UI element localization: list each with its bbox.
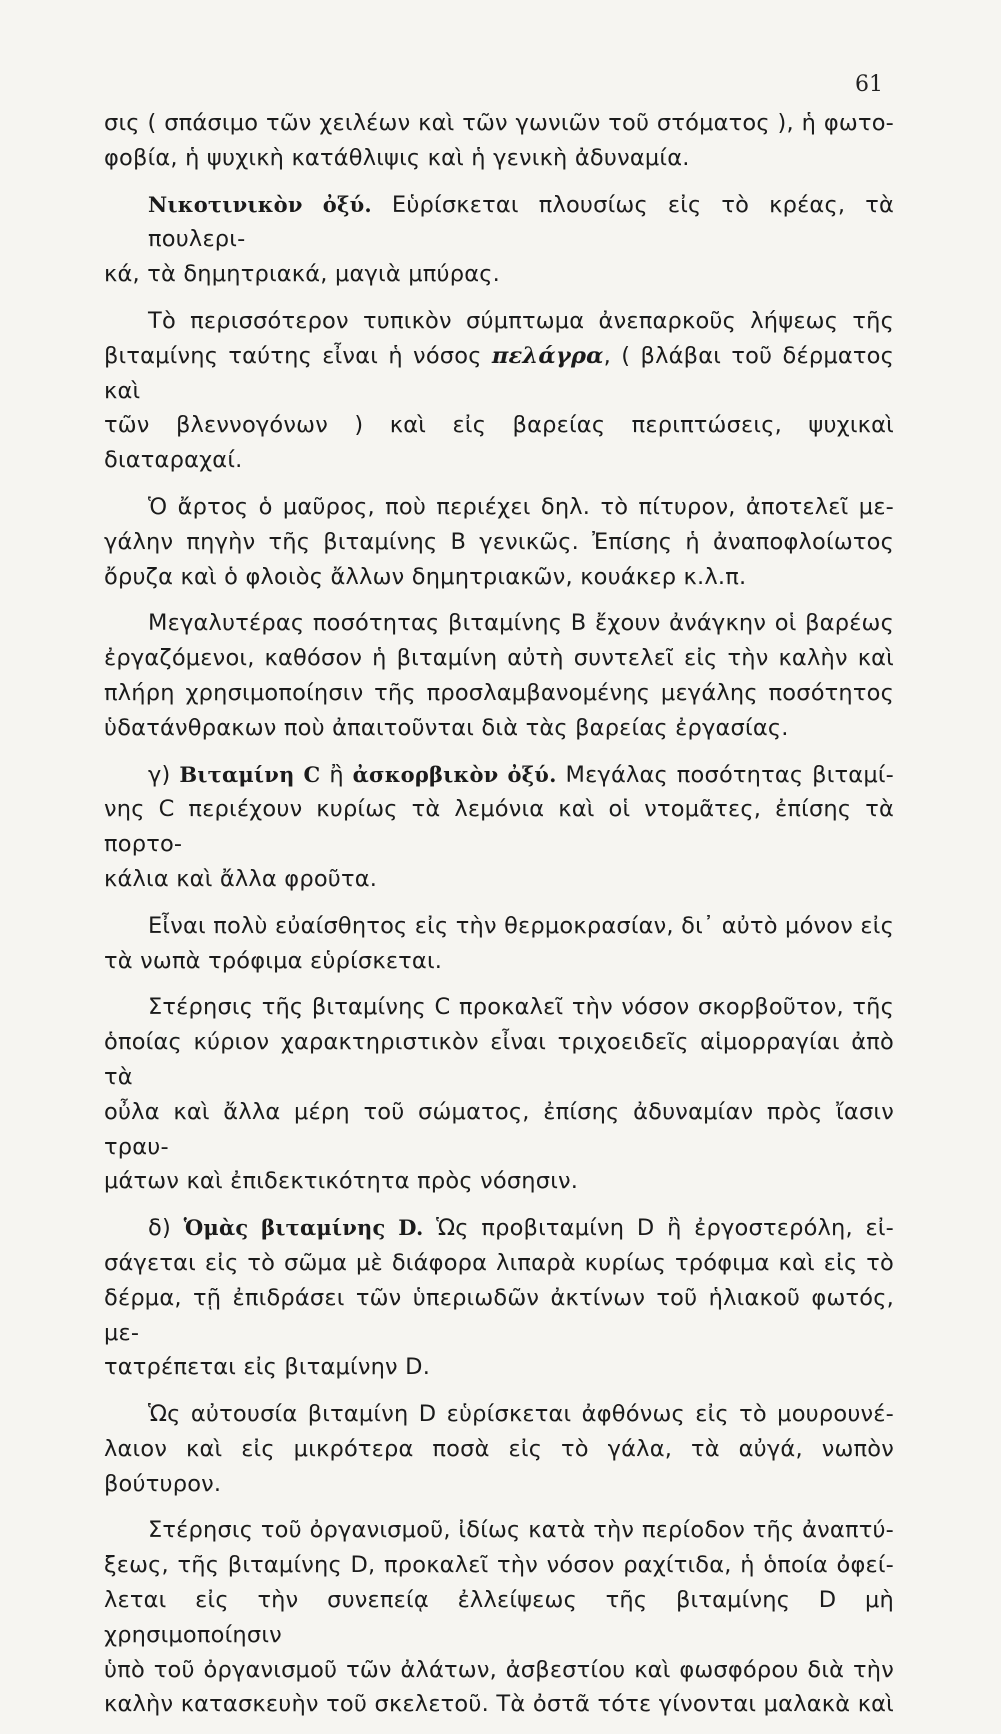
text-line: [104, 1211, 894, 1246]
text-line: [104, 758, 894, 793]
section-heading-vitamin-d: Ὁμὰς βιταμίνης D.: [183, 1215, 424, 1241]
text-line: ὑπὸ τοῦ ὀργανισμοῦ τῶν ἀλάτων, ἀσβεστίου καὶ φωσφόρου διὰ τὴν: [104, 1656, 894, 1683]
text-line: οὖλα καὶ ἄλλα μέρη τοῦ σώματος, ἐπίσης ἀδυναμίαν πρὸς ἴασιν τραυ-: [104, 1098, 894, 1160]
text-line: φοβία, ἡ ψυχικὴ κατάθλιψις καὶ ἡ γενικὴ ἀδυναμία.: [104, 144, 690, 171]
text-run: ἢ: [320, 761, 353, 788]
text-run: , ( βλάβαι τοῦ δέρματος καὶ: [104, 342, 894, 404]
text-line: ὑδατάνθρακων ποὺ ἀπαιτοῦνται διὰ τὰς βαρείας ἐργασίας.: [104, 714, 789, 741]
paragraph-cod-liver-oil: [104, 1397, 894, 1501]
text-line: κά, τὰ δημητριακά, μαγιὰ μπύρας.: [104, 261, 501, 288]
text-line: τατρέπεται εἰς βιταμίνην D.: [104, 1354, 431, 1381]
text-line: ξεως, τῆς βιταμίνης D, προκαλεῖ τὴν νόσον ραχίτιδα, ἡ ὁποία ὀφεί-: [104, 1552, 894, 1579]
text-line: μάτων καὶ ἐπιδεκτικότητα πρὸς νόσησιν.: [104, 1168, 579, 1195]
body-text: [104, 106, 894, 1734]
paragraph-rickets: [104, 1513, 894, 1722]
text-run: Ὡς προβιταμίνη D ἢ ἐργοστερόλη, εἰ-: [423, 1215, 894, 1242]
text-line: γάλην πηγὴν τῆς βιταμίνης Β γενικῶς. Ἐπίσης ἡ ἀναποφλοίωτος: [104, 528, 894, 555]
text-run: βιταμίνης ταύτης εἶναι ἡ νόσος: [104, 342, 492, 369]
text-run: δ): [148, 1215, 184, 1242]
section-heading-niacin: Νικοτινικὸν ὀξύ.: [148, 191, 372, 217]
emphasis-pellagra: πελάγρα: [491, 342, 604, 369]
paragraph-niacin: [104, 188, 894, 292]
text-line: Ὡς αὐτουσία βιταμίνη D εὑρίσκεται ἀφθόνως εἰς τὸ μουρουνέ-: [148, 1401, 894, 1428]
text-line: Στέρησις τῆς βιταμίνης C προκαλεῖ τὴν νόσον σκορβοῦτον, τῆς: [148, 994, 894, 1021]
text-line: Ὁ ἄρτος ὁ μαῦρος, ποὺ περιέχει δηλ. τὸ πίτυρον, ἀποτελεῖ με-: [148, 493, 894, 520]
text-line: [104, 339, 894, 409]
text-line: τῶν βλεννογόνων ) καὶ εἰς βαρείας περιπτώσεις, ψυχικαὶ διαταραχαί.: [104, 412, 894, 474]
text-line: [104, 188, 894, 258]
paragraph-vitamin-c: [104, 758, 894, 897]
text-line: δέρμα, τῇ ἐπιδράσει τῶν ὑπεριωδῶν ἀκτίνων τοῦ ἡλιακοῦ φωτός, με-: [104, 1284, 894, 1346]
text-line: λαιον καὶ εἰς μικρότερα ποσὰ εἰς τὸ γάλα, τὰ αὐγά, νωπὸν βούτυρον.: [104, 1435, 894, 1497]
paragraph-workers: [104, 606, 894, 745]
paragraph-scurvy: [104, 990, 894, 1199]
section-heading-ascorbic-acid: ἀσκορβικὸν ὀξύ.: [352, 761, 557, 787]
text-line: σις ( σπάσιμο τῶν χειλέων καὶ τῶν γωνιῶν τοῦ στόματος ), ἡ φωτο-: [104, 110, 894, 136]
text-line: Στέρησις τοῦ ὀργανισμοῦ, ἰδίως κατὰ τὴν περίοδον τῆς ἀναπτύ-: [148, 1517, 894, 1544]
page-number: 61: [855, 72, 883, 97]
text-line: καλὴν κατασκευὴν τοῦ σκελετοῦ. Τὰ ὀστᾶ τότε γίνονται μαλακὰ καὶ: [104, 1691, 894, 1718]
paragraph-heat-sensitive: [104, 909, 894, 979]
section-heading-vitamin-c: Βιταμίνη C: [179, 761, 321, 787]
text-run: Μεγάλας ποσότητας βιταμί-: [556, 761, 894, 788]
paragraph-pellagra: [104, 304, 894, 478]
text-line: νης C περιέχουν κυρίως τὰ λεμόνια καὶ οἱ ντομᾶτες, ἐπίσης τὰ πορτο-: [104, 796, 894, 858]
paragraph-1: [104, 106, 894, 176]
text-line: ὁποίας κύριον χαρακτηριστικὸν εἶναι τριχοειδεῖς αἱμορραγίαι ἀπὸ τὰ: [104, 1029, 894, 1090]
text-line: ἐργαζόμενοι, καθόσον ἡ βιταμίνη αὐτὴ συντελεῖ εἰς τὴν καλὴν καὶ: [104, 645, 894, 672]
text-run: γ): [148, 761, 180, 788]
text-line: Μεγαλυτέρας ποσότητας βιταμίνης Β ἔχουν ἀνάγκην οἱ βαρέως: [148, 610, 894, 637]
text-line: ὄρυζα καὶ ὁ φλοιὸς ἄλλων δημητριακῶν, κουάκερ κ.λ.π.: [104, 563, 747, 590]
paragraph-vitamin-d: [104, 1211, 894, 1385]
text-line: κάλια καὶ ἄλλα φροῦτα.: [104, 865, 378, 892]
text-line: λεται εἰς τὴν συνεπείᾳ ἐλλείψεως τῆς βιταμίνης D μὴ χρησιμοποίησιν: [104, 1587, 894, 1648]
text-line: τὰ νωπὰ τρόφιμα εὑρίσκεται.: [104, 947, 443, 974]
text-line: σάγεται εἰς τὸ σῶμα μὲ διάφορα λιπαρὰ κυρίως τρόφιμα καὶ εἰς τὸ: [104, 1249, 894, 1276]
text-line: Τὸ περισσότερον τυπικὸν σύμπτωμα ἀνεπαρκοῦς λήψεως τῆς: [148, 307, 894, 334]
text-line: Εἶναι πολὺ εὐαίσθητος εἰς τὴν θερμοκρασίαν, δι᾽ αὐτὸ μόνον εἰς: [148, 912, 894, 939]
text-line: πλήρη χρησιμοποίησιν τῆς προσλαμβανομένης μεγάλης ποσότητος: [104, 679, 894, 706]
text-run: Εὑρίσκεται πλουσίως εἰς τὸ κρέας, τὰ πουλερι-: [148, 191, 894, 253]
paragraph-bread: [104, 490, 894, 594]
